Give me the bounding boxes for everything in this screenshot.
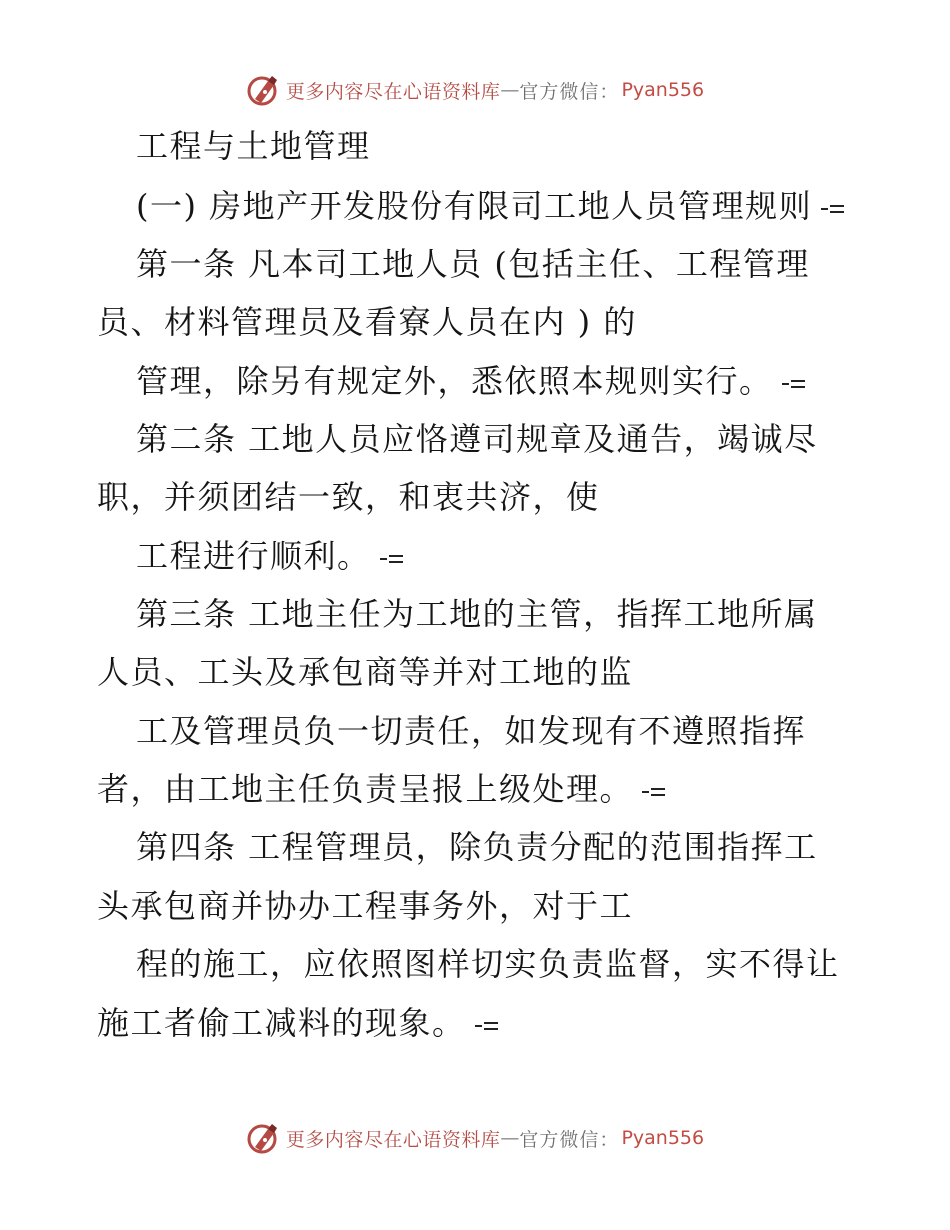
article-3-line-3: 工及管理员负一切责任，如发现有不遵照指挥 — [136, 712, 807, 750]
paragraph-mark-icon — [474, 1018, 500, 1036]
pen-nib-logo-icon — [246, 73, 280, 107]
banner-wechat-id: Pyan556 — [621, 79, 705, 101]
article-1-line-2: 员、材料管理员及看寮人员在内 ) 的 — [97, 303, 637, 341]
article-4-line-3: 程的施工，应依照图样切实负责监督，实不得让 — [136, 945, 840, 983]
article-2-line-3: 工程进行顺利。 — [136, 536, 405, 576]
paragraph-mark-icon — [379, 551, 405, 569]
paragraph-mark-icon — [641, 784, 667, 802]
section-heading: (一) 房地产开发股份有限司工地人员管理规则 — [136, 186, 846, 226]
footer-banner — [0, 1118, 950, 1158]
banner-wechat-label: 官方微信： — [519, 1128, 620, 1151]
article-2-line-1: 第二条 工地人员应恪遵司规章及通告，竭诚尽 — [136, 420, 818, 458]
banner-wechat-id: Pyan556 — [621, 1127, 705, 1149]
banner-text: 更多内容尽在心语资料库 — [285, 1128, 501, 1151]
paragraph-mark-icon — [781, 376, 807, 394]
article-4-line-4: 施工者偷工减料的现象。 — [97, 1003, 500, 1043]
pen-nib-logo-icon — [246, 1121, 280, 1155]
article-3-line-1: 第三条 工地主任为工地的主管，指挥工地所属 — [136, 595, 818, 633]
banner-text: 更多内容尽在心语资料库 — [285, 80, 501, 103]
article-4-line-1: 第四条 工程管理员，除负责分配的范围指挥工 — [136, 828, 818, 866]
banner-separator: — — [500, 79, 520, 101]
document-title: 工程与土地管理 — [136, 127, 371, 165]
article-1-line-3: 管理，除另有规定外，悉依照本规则实行。 — [136, 361, 807, 401]
article-3-line-2: 人员、工头及承包商等并对工地的监 — [97, 653, 634, 691]
article-1-line-1: 第一条 凡本司工地人员 (包括主任、工程管理 — [136, 245, 810, 283]
banner-wechat-label: 官方微信： — [519, 80, 620, 103]
banner-separator: — — [500, 1127, 520, 1149]
article-2-line-2: 职，并须团结一致，和衷共济，使 — [97, 478, 600, 516]
header-banner — [0, 70, 950, 110]
article-4-line-2: 头承包商并协办工程事务外，对于工 — [97, 887, 634, 925]
article-3-line-4: 者，由工地主任负责呈报上级处理。 — [97, 769, 667, 809]
paragraph-mark-icon — [820, 201, 846, 219]
